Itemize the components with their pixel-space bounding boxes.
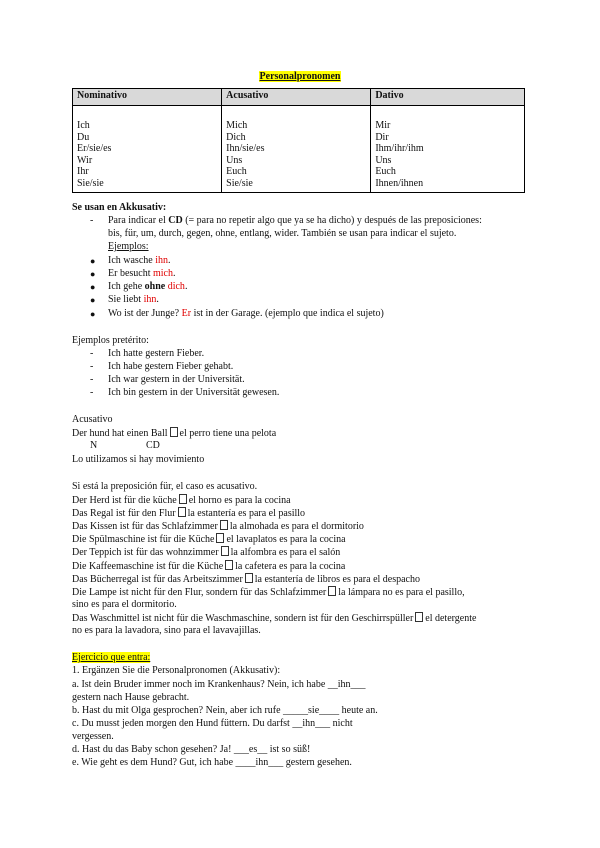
header-acusativo: Acusativo <box>222 89 371 106</box>
fuer-line: Das Regal ist für den Flur la estantería es para el pasillo <box>72 508 306 519</box>
fuer-line-cont: no es para la lavadora, sino para el lavavajillas. <box>72 625 261 636</box>
arrow-box-icon <box>415 612 423 622</box>
label-n: N <box>90 440 98 451</box>
column-acusativo: Mich Dich Ihn/sie/es Uns Euch Sie/sie <box>222 106 371 193</box>
arrow-box-icon <box>328 586 336 596</box>
fuer-line: Das Kissen ist für das Schlafzimmer la almohada es para el dormitorio <box>72 521 364 532</box>
acusativo-label: Acusativo <box>72 414 113 425</box>
akk-heading: Se usan en Akkusativ: <box>72 202 167 213</box>
fuer-line-cont: sino es para el dormitorio. <box>72 599 177 610</box>
exercise-item: d. Hast du das Baby schon gesehen? Ja! ___es__ ist so süß! <box>72 744 311 755</box>
fuer-line: Das Waschmittel ist nicht für die Waschmaschine, sondern ist für den Geschirrspüller el detergente <box>72 613 477 624</box>
fuer-line: Die Kaffeemaschine ist für die Küche la cafetera es para la cocina <box>72 561 346 572</box>
acusativo-note: Lo utilizamos si hay movimiento <box>72 454 205 465</box>
header-nominativo: Nominativo <box>73 89 222 106</box>
header-dativo: Dativo <box>371 89 525 106</box>
fuer-line: Die Lampe ist nicht für den Flur, sondern für das Schlafzimmer la lámpara no es para el pasillo, <box>72 587 465 598</box>
examples-label: Ejemplos: <box>108 241 149 252</box>
exercise-item: b. Hast du mit Olga gesprochen? Nein, aber ich rufe _____sie____ heute an. <box>72 705 378 716</box>
arrow-box-icon <box>216 533 224 543</box>
arrow-box-icon <box>221 546 229 556</box>
akk-point-line2: bis, für, um, durch, gegen, ohne, entlang, wider. También se usan para indicar el sujeto. <box>108 228 457 239</box>
exercise-item-cont: gestern nach Hause gebracht. <box>72 692 190 703</box>
acusativo-sentence: Der hund hat einen Ball el perro tiene una pelota <box>72 428 277 439</box>
arrow-box-icon <box>170 427 178 437</box>
fuer-line: Das Bücherregal ist für das Arbeitszimmer la estantería de libros es para el despacho <box>72 574 420 585</box>
fuer-intro: Si está la preposición für, el caso es acusativo. <box>72 481 258 492</box>
arrow-box-icon <box>225 560 233 570</box>
pronoun-table <box>72 88 525 193</box>
column-nominativo: Ich Du Er/sie/es Wir Ihr Sie/sie <box>73 106 222 193</box>
exercise-item-cont: vergessen. <box>72 731 114 742</box>
fuer-line: Der Teppich ist für das wohnzimmer la alfombra es para el salón <box>72 547 341 558</box>
arrow-box-icon <box>179 494 187 504</box>
label-cd: CD <box>146 440 160 451</box>
arrow-box-icon <box>178 507 186 517</box>
arrow-box-icon <box>245 573 253 583</box>
fuer-line: Die Spülmaschine ist für die Küche el lavaplatos es para la cocina <box>72 534 346 545</box>
ejercicio-task: 1. Ergänzen Sie die Personalpronomen (Akkusativ): <box>72 665 281 676</box>
preterito-heading: Ejemplos pretérito: <box>72 335 149 346</box>
fuer-line: Der Herd ist für die küche el horno es para la cocina <box>72 495 291 506</box>
arrow-box-icon <box>220 520 228 530</box>
exercise-item: a. Ist dein Bruder immer noch im Krankenhaus? Nein, ich habe __ihn___ <box>72 679 366 690</box>
ejercicio-heading: Ejercicio que entra: <box>72 652 151 663</box>
page-title: Personalpronomen <box>259 71 341 82</box>
column-dativo: Mir Dir Ihm/ihr/ihm Uns Euch Ihnen/ihnen <box>371 106 525 193</box>
exercise-item: c. Du musst jeden morgen den Hund füttern. Du darfst __ihn___ nicht <box>72 718 353 729</box>
exercise-item: e. Wie geht es dem Hund? Gut, ich habe ____ihn___ gestern gesehen. <box>72 757 352 768</box>
